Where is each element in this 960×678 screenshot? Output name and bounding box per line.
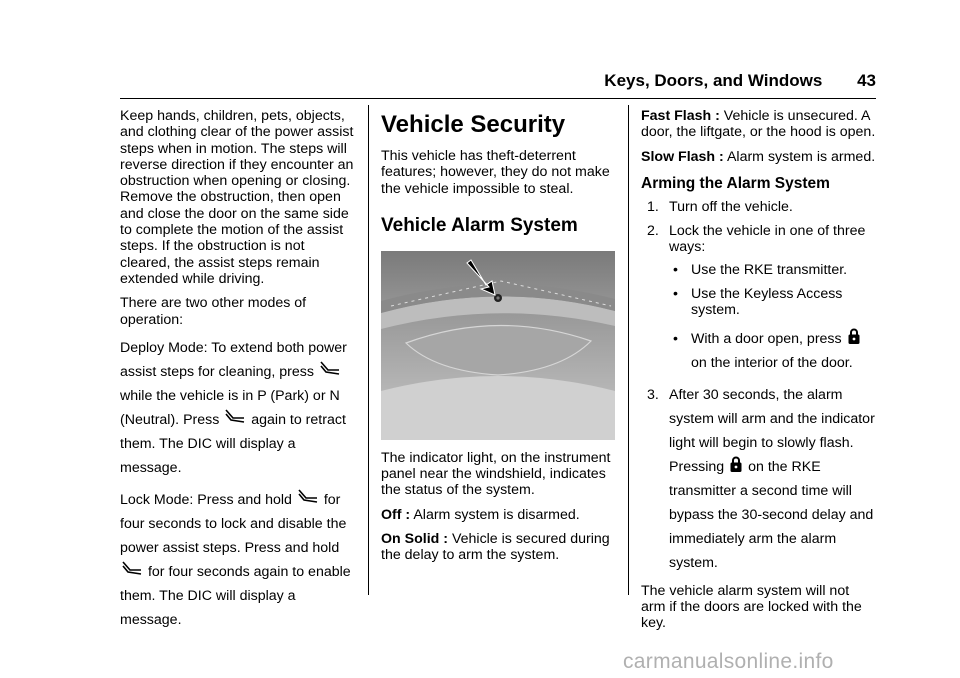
body-paragraph: Keep hands, children, pets, objects, and clothing clear of the power assist steps when in motion. The steps will reverse direction if they encounter an obstruction when opening or closing. Remove the obstruction, then open and close the door on the same side to complete the motion of the assist steps. If the obstruction is not cleared, the assist steps remain extended while driving. xyxy=(120,108,354,287)
dashboard-indicator-photo xyxy=(381,251,615,440)
lock-mode-paragraph: Lock Mode: Press and hold for four seconds to lock and disable the power assist steps. Press and hold for four seconds again to enable them. The DIC will display a message. xyxy=(120,488,356,632)
lock-icon xyxy=(847,328,861,345)
section-title: Keys, Doors, and Windows xyxy=(604,71,823,90)
assist-step-icon xyxy=(297,488,319,506)
page-header xyxy=(598,71,876,91)
column-2 xyxy=(381,108,617,572)
list-item: • With a door open, press on the interior of the door. xyxy=(669,327,877,375)
body-paragraph: The indicator light, on the instrument panel near the windshield, indicates the status of the system. xyxy=(381,449,611,499)
list-item: • Use the RKE transmitter. xyxy=(669,262,877,278)
assist-step-icon xyxy=(121,560,143,578)
list-item: 3. After 30 seconds, the alarm system will arm and the indicator light will begin to slowly flash. Pressing on the RKE transmitter a second time will bypass the 30-second delay and immediately arm the alarm system. xyxy=(647,386,875,571)
status-slow-flash: Slow Flash : Alarm system is armed. xyxy=(641,148,876,165)
assist-step-icon xyxy=(319,360,341,378)
column-divider-1 xyxy=(368,105,369,595)
body-paragraph: This vehicle has theft-deterrent features; however, they do not make the vehicle impossible to steal. xyxy=(381,148,610,197)
deploy-mode-paragraph: Deploy Mode: To extend both power assist steps for cleaning, press while the vehicle is in P (Park) or N (Neutral). Press again to retract them. The DIC will display a message. xyxy=(120,339,347,476)
subsection-heading: Arming the Alarm System xyxy=(641,174,830,192)
page-number: 43 xyxy=(857,71,876,90)
column-divider-2 xyxy=(628,105,629,595)
lock-icon xyxy=(729,456,743,473)
status-on-solid: On Solid : Vehicle is secured during the delay to arm the system. xyxy=(381,531,610,564)
watermark: carmanualsonline.info xyxy=(623,650,834,673)
body-paragraph: There are two other modes of operation: xyxy=(120,295,307,328)
list-item: • Use the Keyless Access system. xyxy=(669,286,877,319)
assist-step-icon xyxy=(224,408,246,426)
section-heading: Vehicle Security xyxy=(381,111,566,138)
list-item: 1. Turn off the vehicle. xyxy=(647,198,793,215)
subsection-heading: Vehicle Alarm System xyxy=(381,214,578,236)
body-paragraph: The vehicle alarm system will not arm if the doors are locked with the key. xyxy=(641,582,862,632)
column-1 xyxy=(120,108,356,640)
list-item: 2. Lock the vehicle in one of three ways: • Use the RKE transmitter. • Use the Keyless Access system. • With a door open, press on the interior of the door. xyxy=(641,223,877,374)
arming-steps-list xyxy=(641,199,877,575)
lock-methods-list xyxy=(669,262,877,375)
column-3 xyxy=(641,108,877,640)
status-off: Off : Alarm system is disarmed. xyxy=(381,506,580,523)
status-fast-flash: Fast Flash : Vehicle is unsecured. A door, the liftgate, or the hood is open. xyxy=(641,108,876,141)
header-rule xyxy=(120,98,876,99)
